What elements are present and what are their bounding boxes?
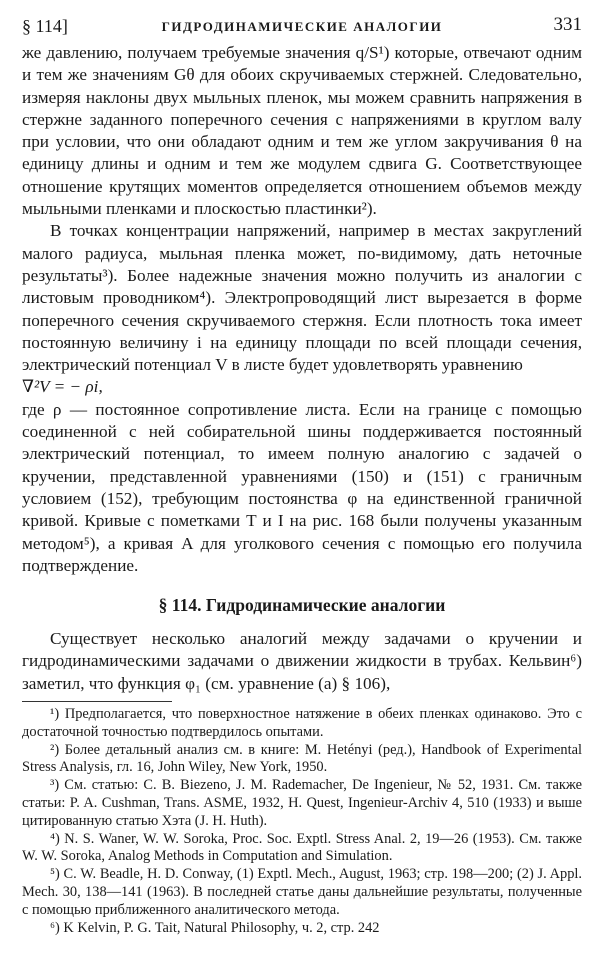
footnote-6: ⁶) K Kelvin, P. G. Tait, Natural Philosophy, ч. 2, стр. 242 bbox=[50, 919, 380, 936]
paragraph-hydrodynamic: Существует несколько аналогий между задачами о кручении и гидродинамическими задачами о движении жидкости в трубах. Кельвин⁶) заметил, что функция φ₁ (см. уравнение (а) § 106), bbox=[22, 629, 582, 693]
footnote-3: ³) См. статью: C. B. Biezeno, J. M. Rademacher, De Ingenieur, № 52, 1931. См. также статьи: P. A. Cushman, Trans. ASME, 1932, H. Quest, Ingenieur-Archiv 4, 510 (1933) и выше цитированную статью Хэта (J. H. Huth). bbox=[22, 777, 582, 829]
footnote-5: ⁵) C. W. Beadle, H. D. Conway, (1) Exptl. Mech., August, 1963; стр. 198—200; (2) J. Appl. Mech. 30, 138—141 (1963). В последней статье даны дальнейшие результаты, полученные с помощью приближенного аналитического метода. bbox=[22, 866, 582, 918]
footnote-1: ¹) Предполагается, что поверхностное натяжение в обеих пленках одинаково. Это с достаточной точностью подтвердилось опытами. bbox=[22, 706, 582, 740]
page-number: 331 bbox=[553, 14, 582, 35]
equation-potential: ∇²V = − ρi, bbox=[22, 377, 103, 397]
paragraph-soap-film: же давлению, получаем требуемые значения q/S¹) которые, отвечают одним и тем же значениям Gθ для обоих скручиваемых стержней. Следовательно, измеряя наклоны двух мыльных пленок, мы можем сравнить напряжения в стержне заданного поперечного сечения с напряжениями в круглом валу при условии, что они обладают одним и тем же углом закручивания θ на единицу длины и одним и тем же модулем сдвига G. Соответствующее отношение крутящих моментов определяется отношением объемов между мыльными пленками и плоскостью пластинки²). bbox=[22, 43, 582, 219]
footnote-4: ⁴) N. S. Waner, W. W. Soroka, Proc. Soc. Exptl. Stress Anal. 2, 19—26 (1953). См. также W. W. Soroka, Analog Methods in Computation and Simulation. bbox=[22, 830, 582, 865]
footnote-divider bbox=[22, 701, 172, 702]
footnote-2: ²) Более детальный анализ см. в книге: M. Hetényi (ред.), Handbook of Experimental Stress Analysis, гл. 16, John Wiley, New York, 1950. bbox=[22, 741, 582, 776]
main-text bbox=[22, 42, 582, 695]
paragraph-resistance: где ρ — постоянное сопротивление листа. Если на границе с помощью соединенной с ней собирательной шины поддерживается постоянный электрический потенциал, то имеем полную аналогию с задачей о кручении, представленной уравнениями (150) и (151) с граничным условием (152), требующим постоянства φ на единственной граничной кривой. Кривые с пометками T и I на рис. 168 были получены указанным методом⁵), а кривая A для уголкового сечения с помощью его получила подтверждение. bbox=[22, 399, 582, 575]
section-reference: § 114] bbox=[22, 16, 68, 36]
section-heading: § 114. Гидродинамические аналогии bbox=[158, 595, 446, 616]
running-header bbox=[22, 12, 582, 42]
book-page bbox=[22, 12, 582, 937]
paragraph-conductor-analogy: В точках концентрации напряжений, например в местах закруглений малого радиуса, мыльная пленка может, по-видимому, дать неточные результаты³). Более надежные значения можно получить из аналогии с листовым проводником⁴). Электропроводящий лист вырезается в форме поперечного сечения скручиваемого стержня. Если плотность тока имеет постоянную величину i на единицу площади по всей площади сечения, электрический потенциал V в листе будет удовлетворять уравнению bbox=[22, 221, 582, 375]
footnotes bbox=[22, 706, 582, 937]
running-title: ГИДРОДИНАМИЧЕСКИЕ АНАЛОГИИ bbox=[161, 19, 443, 34]
